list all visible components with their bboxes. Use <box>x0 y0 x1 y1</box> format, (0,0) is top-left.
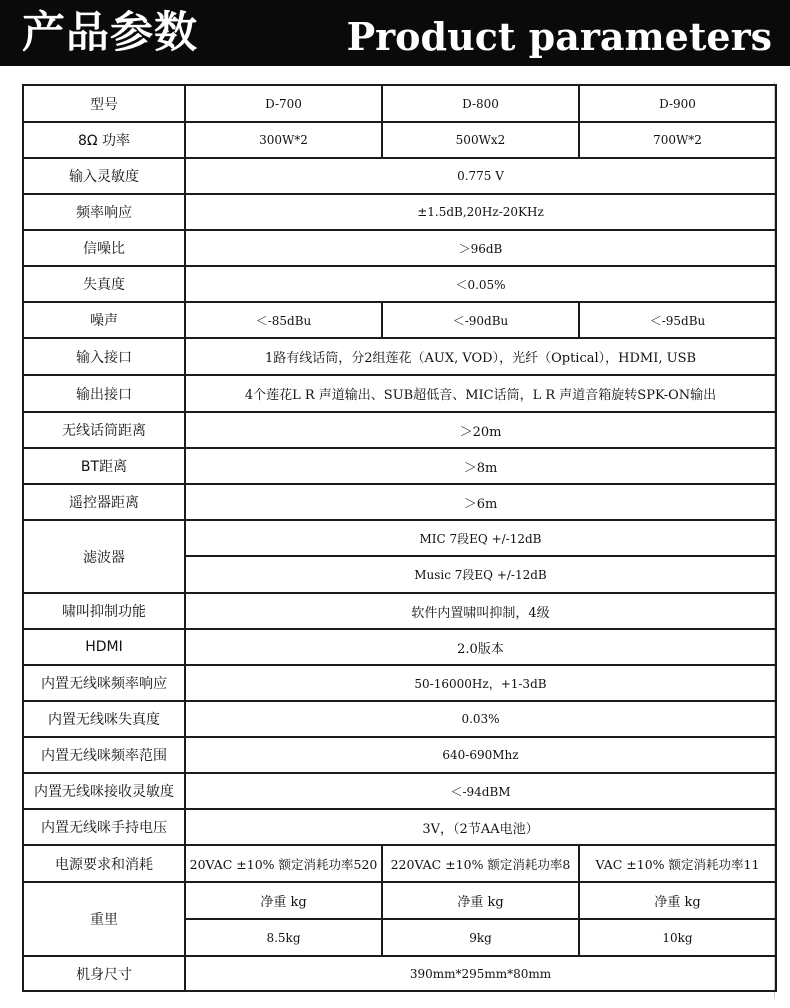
label-power-supply: 电源要求和消耗 <box>23 845 185 882</box>
row-noise <box>23 302 776 338</box>
label-freq-response: 频率响应 <box>23 194 185 230</box>
label-mic-freq-range: 内置无线咪频率范围 <box>23 737 185 773</box>
weight-sublabel-d700: 净重 kg <box>185 882 382 919</box>
label-dimensions: 机身尺寸 <box>23 956 185 991</box>
value-feedback: 软件内置啸叫抑制，4级 <box>185 593 776 629</box>
value-wireless-mic-range: ＞20m <box>185 412 776 448</box>
row-output <box>23 375 776 412</box>
page-title-en: Product parameters <box>346 14 772 59</box>
label-input: 输入接口 <box>23 338 185 375</box>
row-snr <box>23 230 776 266</box>
value-noise-d900: ＜-95dBu <box>579 302 776 338</box>
value-freq-response: ±1.5dB,20Hz-20KHz <box>185 194 776 230</box>
weight-value-d700: 8.5kg <box>185 919 382 956</box>
row-hdmi <box>23 629 776 665</box>
value-filter-music: Music 7段EQ +/-12dB <box>185 556 776 593</box>
label-mic-voltage: 内置无线咪手持电压 <box>23 809 185 845</box>
weight-value-d800: 9kg <box>382 919 579 956</box>
label-weight: 重里 <box>23 882 185 956</box>
label-bt-range: BT距离 <box>23 448 185 484</box>
spec-table <box>22 84 777 992</box>
row-weight-label <box>23 882 776 919</box>
value-snr: ＞96dB <box>185 230 776 266</box>
value-mic-voltage: 3V，（2节AA电池） <box>185 809 776 845</box>
value-model-d800: D-800 <box>382 85 579 122</box>
label-sensitivity: 输入灵敏度 <box>23 158 185 194</box>
row-model <box>23 85 776 122</box>
value-mic-freq-response: 50-16000Hz，+1-3dB <box>185 665 776 701</box>
value-bt-range: ＞8m <box>185 448 776 484</box>
label-mic-distortion: 内置无线咪失真度 <box>23 701 185 737</box>
value-distortion: ＜0.05% <box>185 266 776 302</box>
row-input <box>23 338 776 375</box>
label-wireless-mic-range: 无线话筒距离 <box>23 412 185 448</box>
row-bt-range <box>23 448 776 484</box>
value-mic-sensitivity: ＜-94dBM <box>185 773 776 809</box>
row-mic-distortion <box>23 701 776 737</box>
row-freq-response <box>23 194 776 230</box>
label-distortion: 失真度 <box>23 266 185 302</box>
label-mic-freq-response: 内置无线咪频率响应 <box>23 665 185 701</box>
row-dimensions <box>23 956 776 991</box>
header-banner <box>0 0 790 66</box>
label-output: 输出接口 <box>23 375 185 412</box>
row-mic-freq-response <box>23 665 776 701</box>
value-input: 1路有线话筒，分2组莲花（AUX, VOD），光纤（Optical），HDMI, USB <box>185 338 776 375</box>
row-wireless-mic-range <box>23 412 776 448</box>
value-remote-range: ＞6m <box>185 484 776 520</box>
value-sensitivity: 0.775 V <box>185 158 776 194</box>
label-noise: 噪声 <box>23 302 185 338</box>
value-power-supply-d800: 220VAC ±10% 额定消耗功率8 <box>382 845 579 882</box>
label-filter: 滤波器 <box>23 520 185 593</box>
value-dimensions: 390mm*295mm*80mm <box>185 956 776 991</box>
value-power-supply-d700: 20VAC ±10% 额定消耗功率520 <box>185 845 382 882</box>
row-sensitivity <box>23 158 776 194</box>
label-power: 8Ω 功率 <box>23 122 185 158</box>
row-power <box>23 122 776 158</box>
row-remote-range <box>23 484 776 520</box>
page-title-cn: 产品参数 <box>22 8 198 58</box>
value-noise-d800: ＜-90dBu <box>382 302 579 338</box>
row-power-supply <box>23 845 776 882</box>
weight-sublabel-d900: 净重 kg <box>579 882 776 919</box>
value-power-d900: 700W*2 <box>579 122 776 158</box>
value-noise-d700: ＜-85dBu <box>185 302 382 338</box>
value-power-d800: 500Wx2 <box>382 122 579 158</box>
value-power-d700: 300W*2 <box>185 122 382 158</box>
value-mic-freq-range: 640-690Mhz <box>185 737 776 773</box>
label-model: 型号 <box>23 85 185 122</box>
value-output: 4个莲花L R 声道输出、SUB超低音、MIC话筒，L R 声道音箱旋转SPK-ON输出 <box>185 375 776 412</box>
row-feedback <box>23 593 776 629</box>
value-model-d700: D-700 <box>185 85 382 122</box>
row-mic-sensitivity <box>23 773 776 809</box>
label-remote-range: 遥控器距离 <box>23 484 185 520</box>
label-snr: 信噪比 <box>23 230 185 266</box>
label-mic-sensitivity: 内置无线咪接收灵敏度 <box>23 773 185 809</box>
weight-value-d900: 10kg <box>579 919 776 956</box>
weight-sublabel-d800: 净重 kg <box>382 882 579 919</box>
value-model-d900: D-900 <box>579 85 776 122</box>
label-hdmi: HDMI <box>23 629 185 665</box>
value-mic-distortion: 0.03% <box>185 701 776 737</box>
row-mic-freq-range <box>23 737 776 773</box>
row-filter-mic <box>23 520 776 556</box>
row-distortion <box>23 266 776 302</box>
label-feedback: 啸叫抑制功能 <box>23 593 185 629</box>
value-filter-mic: MIC 7段EQ +/-12dB <box>185 520 776 556</box>
value-power-supply-d900: VAC ±10% 额定消耗功率11 <box>579 845 776 882</box>
value-hdmi: 2.0版本 <box>185 629 776 665</box>
row-mic-voltage <box>23 809 776 845</box>
